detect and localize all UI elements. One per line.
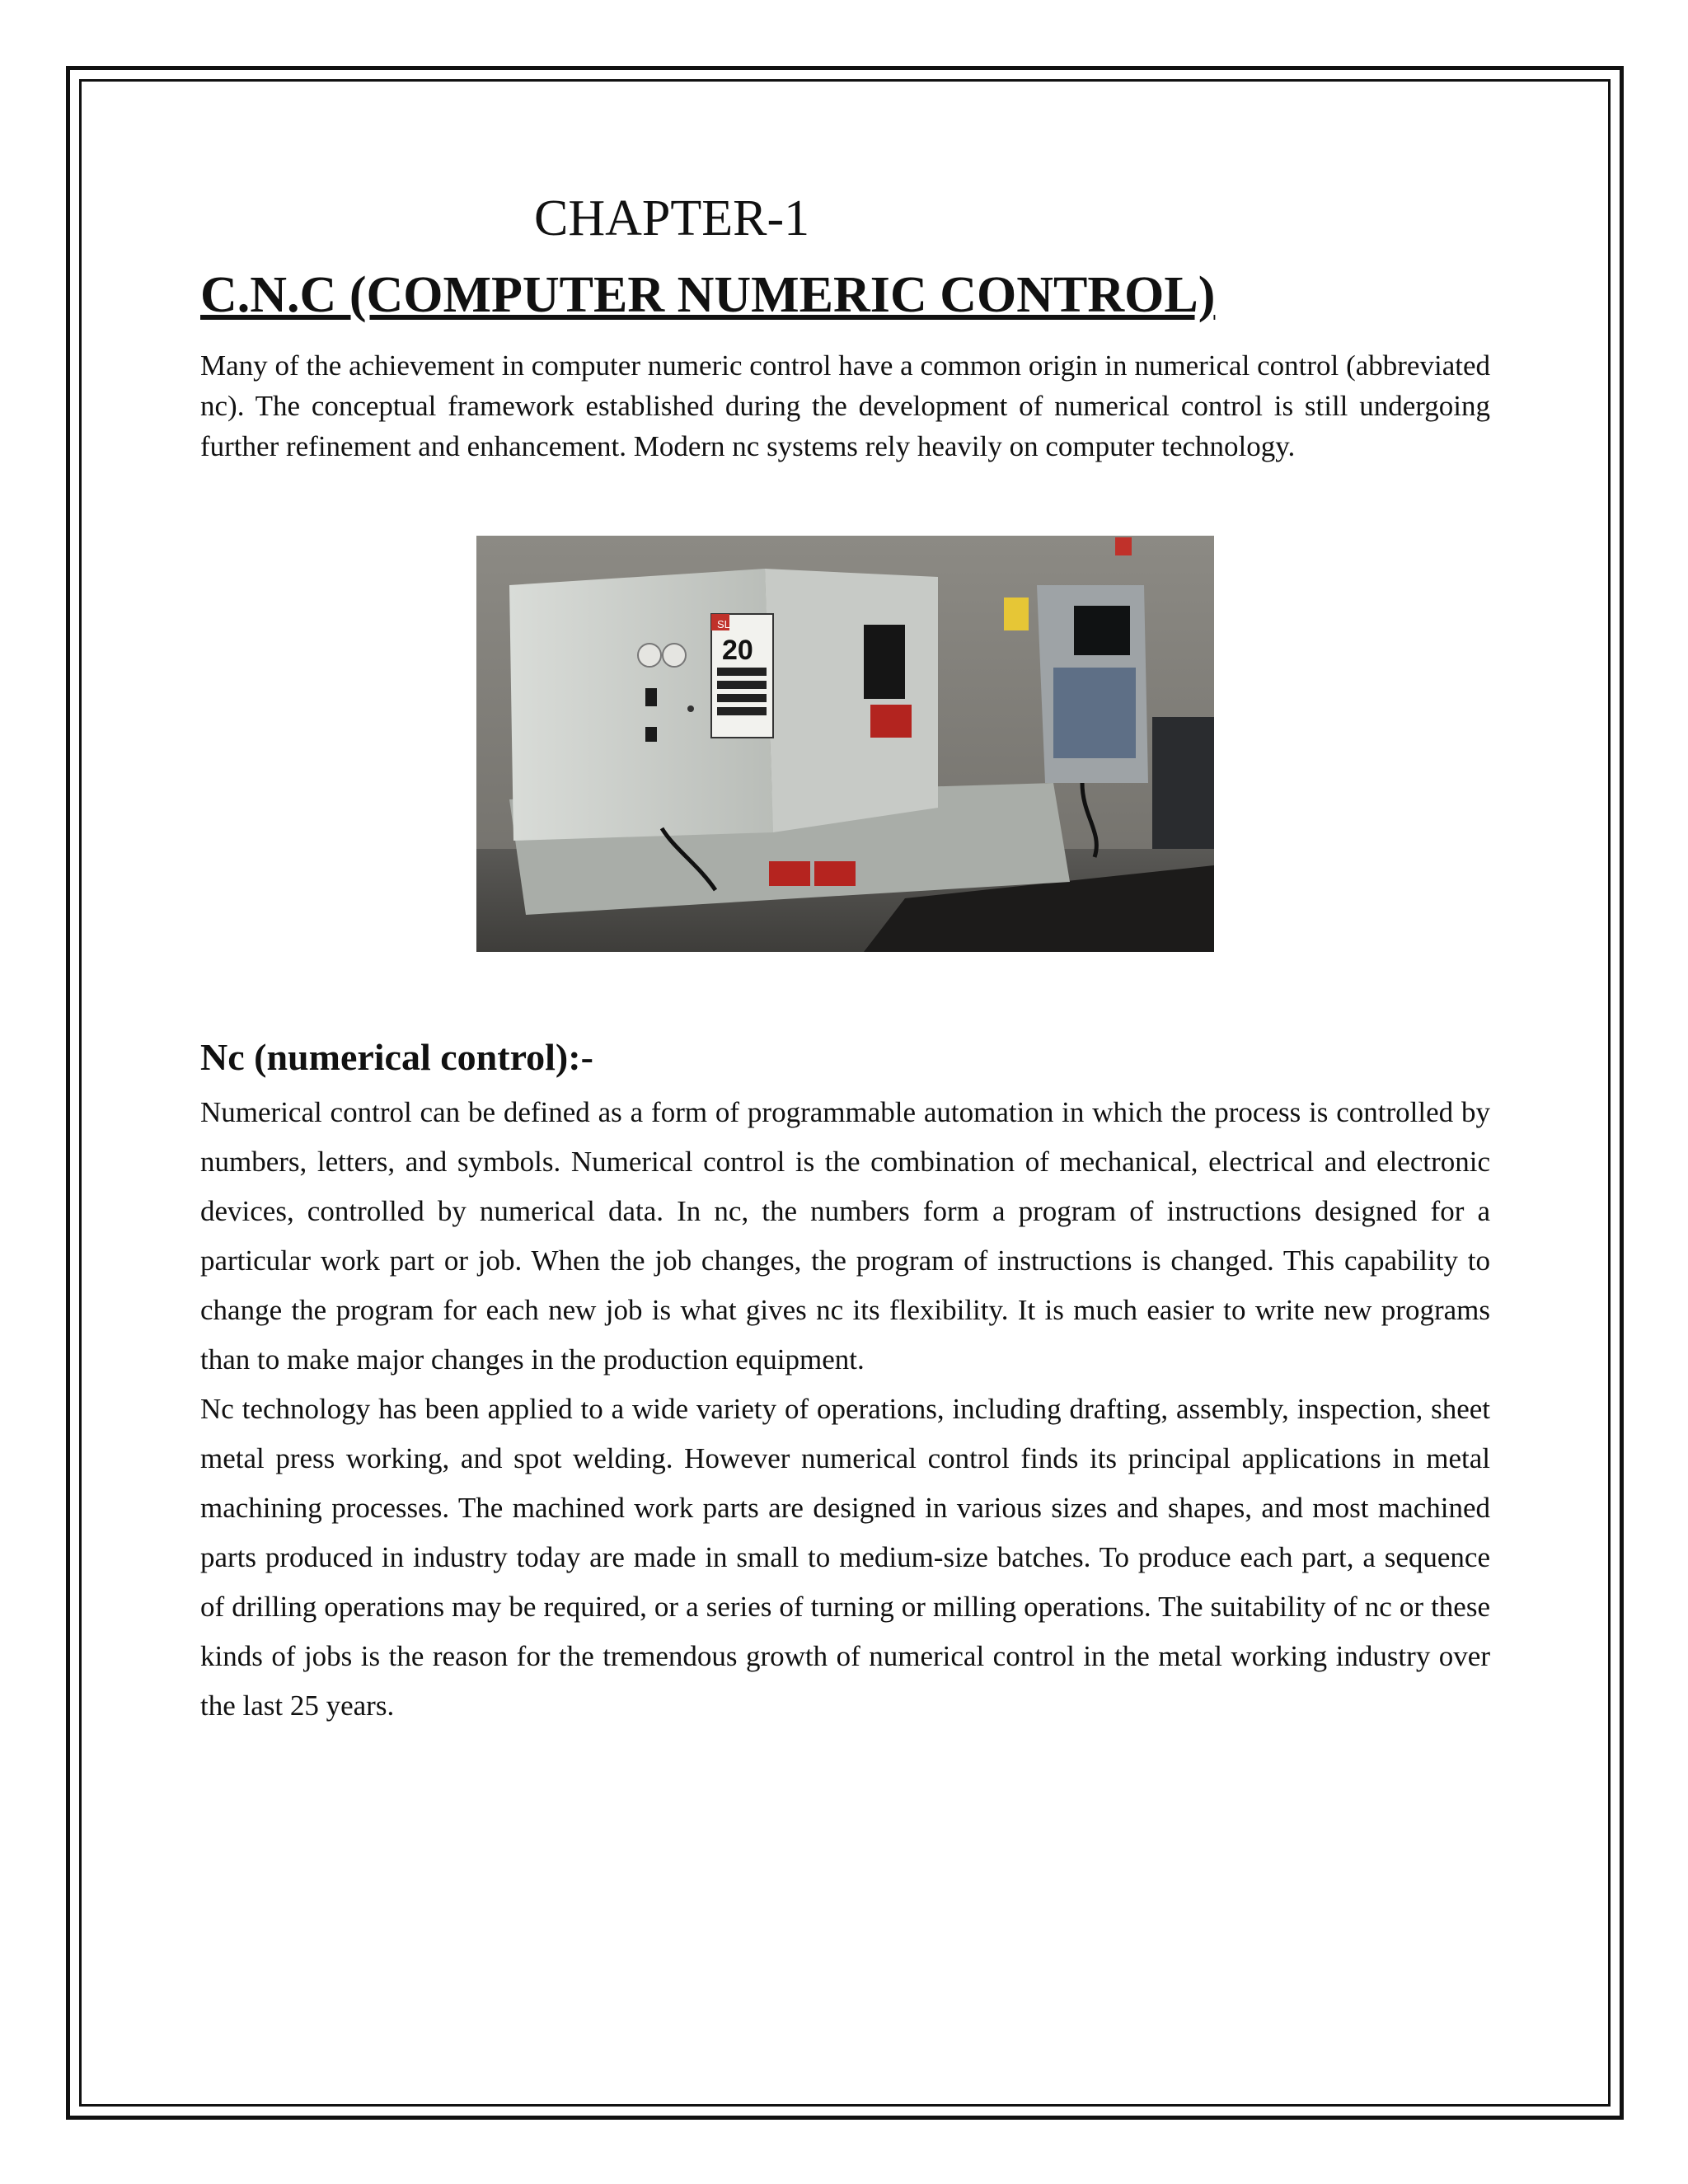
haas-logo [870,705,912,738]
section-paragraph-1: Numerical control can be defined as a form of programmable automation in which the process is controlled by numbers, letters, and symbols. Numerical control is the combination of mechanical, electrical and electronic devices, controlled by numerical data. In nc, the numbers form a program of instructions designed for a particular work part or job. When the job changes, the program of instructions is changed. This capability to change the program for each new job is what gives nc its flexibility. It is much easier to write new programs than to make major changes in the production equipment. [200,1095,1490,1376]
machine-door [765,569,938,832]
badge-top-text: SL [717,617,730,630]
section-heading: Nc (numerical control):- [200,1035,593,1078]
control-screen [1074,606,1130,655]
door-window [864,625,905,699]
foot-pedal-right [814,861,856,886]
foot-pedal-left [769,861,810,886]
control-keypad [1053,668,1136,758]
section-paragraph-2: Nc technology has been applied to a wide variety of operations, including drafting, assembly, inspection, sheet metal press working, and spot welding. However numerical control finds its principal applications in metal machining processes. The machined work parts are designed in various sizes and shapes, and most machined parts produced in industry today are made in small to medium-size batches. To produce each part, a sequence of drilling operations may be required, or a series of turning or milling operations. The suitability of nc or these kinds of jobs is the reason for the tremendous growth of numerical control in the metal working industry over the last 25 years. [200,1392,1490,1722]
cnc-lathe-image [476,536,1214,952]
warning-sign [1004,598,1029,630]
intro-paragraph: Many of the achievement in computer numeric control have a common origin in numerical control (abbreviated nc). The conceptual framework established during the development of numerical control is still undergoing further refinement and enhancement. Modern nc systems rely heavily on computer technology. [200,349,1490,462]
page-title: C.N.C (COMPUTER NUMERIC CONTROL) [200,267,1216,324]
page-content [200,190,1490,1731]
side-cart [1152,717,1214,849]
chapter-label: CHAPTER-1 [534,190,810,246]
badge-number: 20 [722,634,753,666]
cnc-machine-photo [476,536,1214,952]
